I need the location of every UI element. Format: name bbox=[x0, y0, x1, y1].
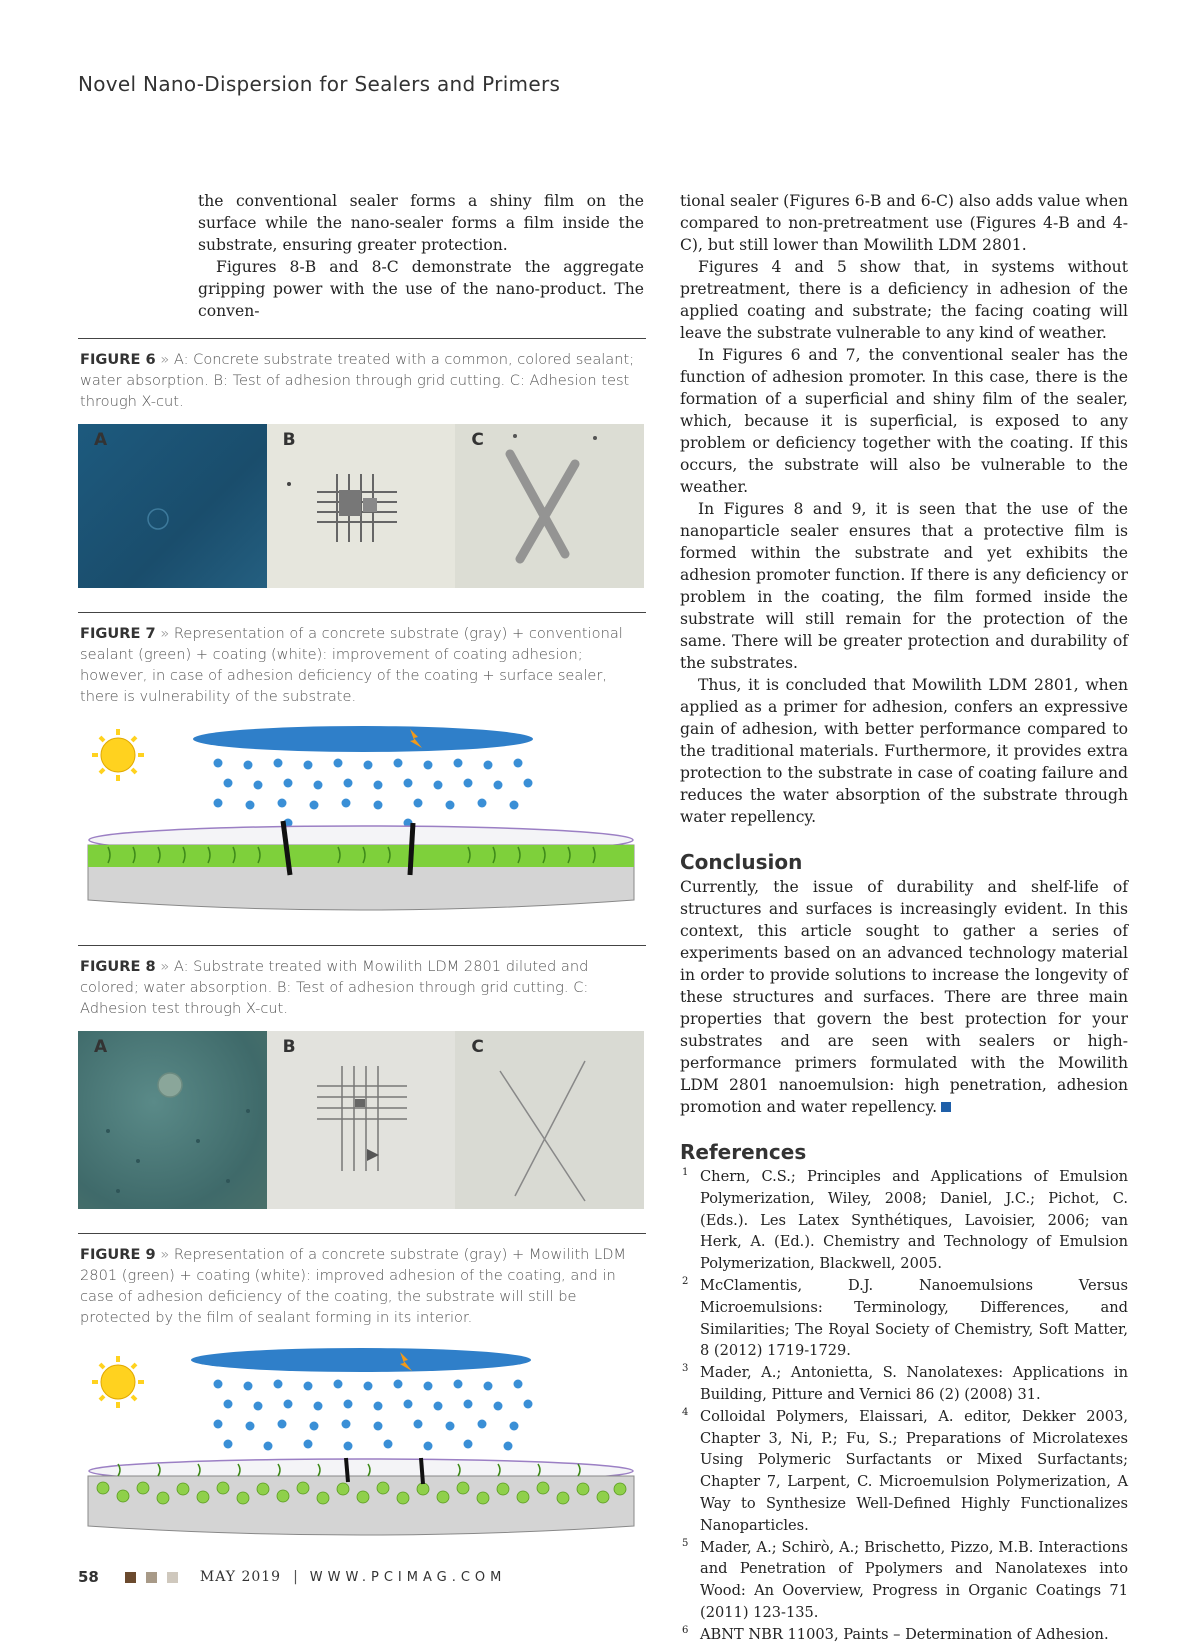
issue-date: MAY 2019 bbox=[199, 1569, 282, 1585]
reference-text: Colloidal Polymers, Elaissari, A. editor, Dekker 2003, Chapter 3, Ni, P.; Fu, S.; Preparations of Microlatexes Using Polymeric Surfactants or Mixed Surfactants; Chapter 7, Larpent, C. Microemulsion Polymerization, A Way to Synthesize Well-Defined Highly Functionalizes Nanoparticles. bbox=[700, 1407, 1128, 1534]
arrow-icon: » bbox=[160, 625, 170, 642]
body-text bbox=[680, 190, 1128, 828]
figure-label: FIGURE 6 bbox=[80, 351, 156, 368]
figure-7-diagram bbox=[78, 725, 644, 925]
paragraph: tional sealer (Figures 6-B and 6-C) also adds value when compared to non-pretreatment use (Figures 4-B and 4-C), but still lower than Mowilith LDM 2801. bbox=[680, 192, 1128, 254]
sun-icon bbox=[92, 1356, 144, 1408]
left-column bbox=[78, 190, 646, 1550]
reference-number: 4 bbox=[682, 1406, 689, 1418]
figure-6-photos bbox=[78, 424, 644, 588]
reference-text: McClamentis, D.J. Nanoemulsions Versus Microemulsions: Terminology, Differences, and Similarities; The Royal Society of Chemistry, Soft Matter, 8 (2012) 1719-1729. bbox=[700, 1276, 1128, 1360]
arrow-icon: » bbox=[160, 958, 170, 975]
conclusion-text bbox=[680, 876, 1128, 1118]
panel-label: B bbox=[282, 1037, 296, 1057]
panel-label: A bbox=[94, 430, 108, 450]
panel-label: B bbox=[282, 430, 296, 450]
paragraph: In Figures 6 and 7, the conventional sealer has the function of adhesion promoter. In this case, there is the formation of a superficial and shiny film of the sealer, which, because it is superficial, is exposed to any problem or deficiency together with the coating. If this occurs, the substrate will also be vulnerable to the weather. bbox=[680, 346, 1128, 496]
references-list bbox=[680, 1166, 1128, 1646]
sealant-layer bbox=[88, 845, 634, 867]
figure-6-caption bbox=[80, 349, 646, 412]
photo-panel-b bbox=[267, 1031, 456, 1209]
figure-9-diagram bbox=[78, 1346, 644, 1546]
figure-8-caption bbox=[80, 956, 646, 1019]
footer-separator: | bbox=[293, 1569, 298, 1585]
paragraph: In Figures 8 and 9, it is seen that the use of the nanoparticle sealer ensures that a protective film is formed within the substrate and yet exhibits the adhesion promoter function. If there is any deficiency or problem in the coating, the film formed inside the substrate will still remain for the protection of the same. There will be greater protection and durability of the substrates. bbox=[680, 500, 1128, 672]
reference-text: ABNT NBR 11003, Paints – Determination of Adhesion. bbox=[700, 1625, 1109, 1643]
reference-number: 1 bbox=[682, 1167, 689, 1178]
sun-icon bbox=[92, 729, 144, 781]
reference-number: 3 bbox=[682, 1363, 689, 1375]
references-heading: References bbox=[680, 1140, 807, 1164]
reference-item bbox=[680, 1166, 1128, 1275]
end-mark-icon bbox=[941, 1102, 951, 1112]
photo-panel-c bbox=[455, 424, 644, 588]
figure-divider bbox=[78, 612, 646, 613]
figure-8-photos bbox=[78, 1031, 644, 1209]
figure-label: FIGURE 7 bbox=[80, 625, 156, 642]
left-intro-text bbox=[198, 190, 644, 322]
panel-label: C bbox=[471, 430, 484, 450]
photo-panel-a bbox=[78, 1031, 267, 1209]
reference-item bbox=[680, 1537, 1128, 1624]
panel-label: C bbox=[471, 1037, 484, 1057]
reference-number: 2 bbox=[682, 1275, 689, 1287]
paragraph: Thus, it is concluded that Mowilith LDM 2801, when applied as a primer for adhesion, confers an expressive gain of adhesion, with better performance compared to the traditional materials. Furthermore, it provides extra protection to the substrate in case of coating failure and reduces the water absorption of the substrate through water repellency. bbox=[680, 676, 1128, 826]
figure-divider bbox=[78, 1233, 646, 1234]
grid-cut-icon bbox=[267, 1031, 456, 1209]
running-title: Novel Nano-Dispersion for Sealers and Primers bbox=[78, 72, 561, 96]
cloud-icon bbox=[191, 1348, 531, 1372]
conclusion-body: Currently, the issue of durability and shelf-life of structures and surfaces is increasingly evident. In this context, this article sought to gather a series of experiments based on an advanced technology material in order to provide solutions to increase the longevity of these structures and surfaces. There are three main properties that govern the best protection for your substrates and are seen with sealers or high-performance primers formulated with the Mowilith LDM 2801 nanoemulsion: high penetration, adhesion promotion and water repellency. bbox=[680, 878, 1128, 1116]
x-cut-icon bbox=[455, 1031, 631, 1209]
figure-label: FIGURE 8 bbox=[80, 958, 156, 975]
figure-7-caption bbox=[80, 623, 646, 707]
figure-divider bbox=[78, 945, 646, 946]
caption-text: A: Substrate treated with Mowilith LDM 2801 diluted and colored; water absorption. B: Test of adhesion through grid cutting. C: Adhesion test through X-cut. bbox=[80, 958, 589, 1017]
arrow-icon: » bbox=[160, 1246, 170, 1263]
panel-label: A bbox=[94, 1037, 108, 1057]
page-footer bbox=[78, 1568, 506, 1586]
caption-text: A: Concrete substrate treated with a common, colored sealant; water absorption. B: Test of adhesion through grid cutting. C: Adhesion test through X-cut. bbox=[80, 351, 635, 410]
rain-drops bbox=[214, 1380, 533, 1451]
photo-panel-c bbox=[455, 1031, 644, 1209]
color-square-icon bbox=[125, 1572, 136, 1583]
reference-item bbox=[680, 1406, 1128, 1537]
paragraph: Figures 4 and 5 show that, in systems without pretreatment, there is a deficiency in adhesion of the applied coating and substrate; the facing coating will leave the substrate vulnerable to any kind of weather. bbox=[680, 258, 1128, 342]
reference-item bbox=[680, 1362, 1128, 1406]
reference-text: Chern, C.S.; Principles and Applications of Emulsion Polymerization, Wiley, 2008; Daniel, J.C.; Pichot, C. (Eds.). Les Latex Synthétiques, Lavoisier, 2006; van Herk, A. (Ed.). Chemistry and Technology of Emulsion Polymerization, Blackwell, 2005. bbox=[700, 1168, 1128, 1273]
photo-panel-b bbox=[267, 424, 456, 588]
figure-9-caption bbox=[80, 1244, 646, 1328]
figure-label: FIGURE 9 bbox=[80, 1246, 156, 1263]
right-column bbox=[680, 190, 1128, 1646]
reference-item bbox=[680, 1275, 1128, 1362]
caption-text: Representation of a concrete substrate (gray) + Mowilith LDM 2801 (green) + coating (white): improved adhesion of the coating, and in case of adhesion deficiency of the coating, the substrate will still be protected by the film of sealant forming in its interior. bbox=[80, 1246, 627, 1326]
reference-item bbox=[680, 1624, 1128, 1646]
page-number: 58 bbox=[78, 1568, 99, 1586]
paragraph: the conventional sealer forms a shiny film on the surface while the nano-sealer forms a film inside the substrate, ensuring greater protection. bbox=[198, 192, 644, 254]
color-square-icon bbox=[146, 1572, 157, 1583]
caption-text: Representation of a concrete substrate (gray) + conventional sealant (green) + coating (white): improvement of coating adhesion; however, in case of adhesion deficiency of the coating + surface sealer, there is vulnerability of the substrate. bbox=[80, 625, 623, 705]
conclusion-heading: Conclusion bbox=[680, 850, 803, 874]
color-square-icon bbox=[167, 1572, 178, 1583]
reference-text: Mader, A.; Antonietta, S. Nanolatexes: Applications in Building, Pitture and Vernici 86 (2) (2008) 31. bbox=[700, 1364, 1128, 1403]
reference-number: 5 bbox=[682, 1537, 689, 1549]
water-drop-icon bbox=[78, 1031, 267, 1209]
photo-panel-a bbox=[78, 424, 267, 588]
paragraph: Figures 8-B and 8-C demonstrate the aggregate gripping power with the use of the nano-product. The conven- bbox=[198, 258, 644, 320]
reference-text: Mader, A.; Schirò, A.; Brischetto, Pizzo, M.B. Interactions and Penetration of Ppolymers and Nanolatexes into Wood: An Ooverview, Progress in Organic Coatings 71 (2011) 123-135. bbox=[700, 1538, 1128, 1621]
figure-divider bbox=[78, 338, 646, 339]
paragraph bbox=[680, 876, 1128, 1118]
reference-number: 6 bbox=[682, 1624, 689, 1636]
website-link[interactable]: WWW.PCIMAG.COM bbox=[309, 1569, 507, 1585]
cloud-icon bbox=[193, 726, 533, 752]
arrow-icon: » bbox=[160, 351, 170, 368]
concrete-substrate bbox=[88, 1476, 634, 1535]
